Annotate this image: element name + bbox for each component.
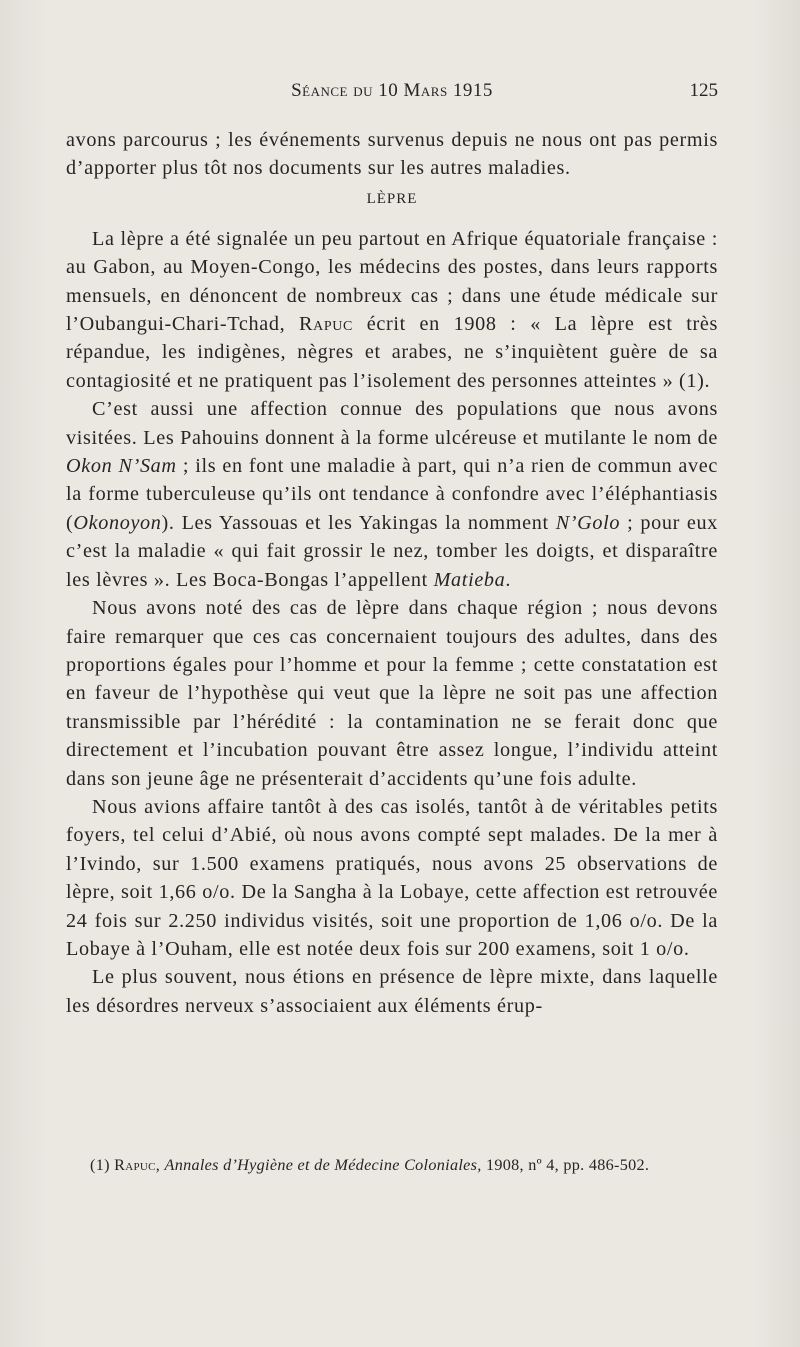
paragraph-local-names [66,395,718,594]
footnote [66,1153,718,1177]
page-number: 125 [689,80,718,101]
local-term: Okonoyon [73,511,162,534]
text-run: écrit en 1908 : « La lèpre est très répandue, les indigènes, nègres et arabes, ne s’inquiètent guère de sa contagiosité et ne pratiquent pas l’isolement des personnes atteintes » (1). [66,313,719,392]
body-text [66,126,718,1020]
author-name: Rapuc [298,313,354,336]
local-term: Okon N’Sam [66,455,177,478]
text-run: La lèpre a été signalée un peu partout en Afrique équatoriale française : au Gabon, au Moyen-Congo, les médecins des postes, dans leurs rapports mensuels, en dénoncent de nombreux cas ; dans une étude médicale sur l’Oubangui-Chari-Tchad, [66,227,718,336]
text-run: ). Les Yassouas et les Yakingas la nomment [161,511,549,534]
text-run: . [505,568,512,591]
footnote-marker: (1) [90,1156,110,1174]
footnote-journal: Annales d’Hygiène et de Médecine Coloniales, [164,1156,482,1174]
paragraph-statistics: Nous avions affaire tantôt à des cas isolés, tantôt à de véritables petits foyers, tel celui d’Abié, où nous avons compté sept malades. De la mer à l’Ivindo, sur 1.500 examens pratiqués, nous avons 25 observations de lèpre, soit 1,66 o/o. De la Sangha à la Lobaye, cette affection est retrouvée 24 fois sur 2.250 individus visités, soit une proportion de 1,06 o/o. De la Lobaye à l’Ouham, elle est notée deux fois sur 200 examens, soit 1 o/o. [66,795,718,960]
section-heading: LÈPRE [366,190,418,207]
local-term: N’Golo [555,511,621,534]
paragraph-observations: Nous avons noté des cas de lèpre dans chaque région ; nous devons faire remarquer que ces cas concernaient toujours des adultes, dans des proportions égales pour l’homme et pour la femme ; cette constatation est en faveur de l’hypothèse qui veut que la lèpre ne soit pas une affection transmissible par l’hérédité : la contamination ne se ferait donc que directement et l’incubation pouvant être assez longue, l’individu atteint dans son jeune âge ne présenterait d’accidents qu’une fois adulte. [66,597,718,790]
local-term: Matieba [433,568,506,591]
text-run: ; pour eux c’est la maladie « qui fait grossir le nez, tomber les doigts, et disparaître les lèvres ». Les Boca-Bongas l’appellent [66,511,719,591]
text-run: C’est aussi une affection connue des populations que nous avons visitées. Les Pahouins donnent à la forme ulcéreuse et mutilante le nom de [66,398,718,449]
paragraph-lepre-intro [66,225,718,395]
paragraph-continued: avons parcourus ; les événements survenus depuis ne nous ont pas permis d’apporter plus tôt nos documents sur les autres maladies. [66,129,718,180]
paragraph-mixed-leprosy: Le plus souvent, nous étions en présence de lèpre mixte, dans laquelle les désordres nerveux s’associaient aux éléments érup- [66,966,718,1017]
running-head [66,80,718,108]
text-run: ; ils en font une maladie à part, qui n’a rien de commun avec la forme tuberculeuse qu’ils ont tendance à confondre avec l’éléphantiasis ( [66,455,718,534]
running-title: Séance du 10 Mars 1915 [291,80,493,101]
footnote-author: Rapuc, [114,1156,161,1174]
footnote-details: 1908, nº 4, pp. 486-502. [485,1156,650,1174]
